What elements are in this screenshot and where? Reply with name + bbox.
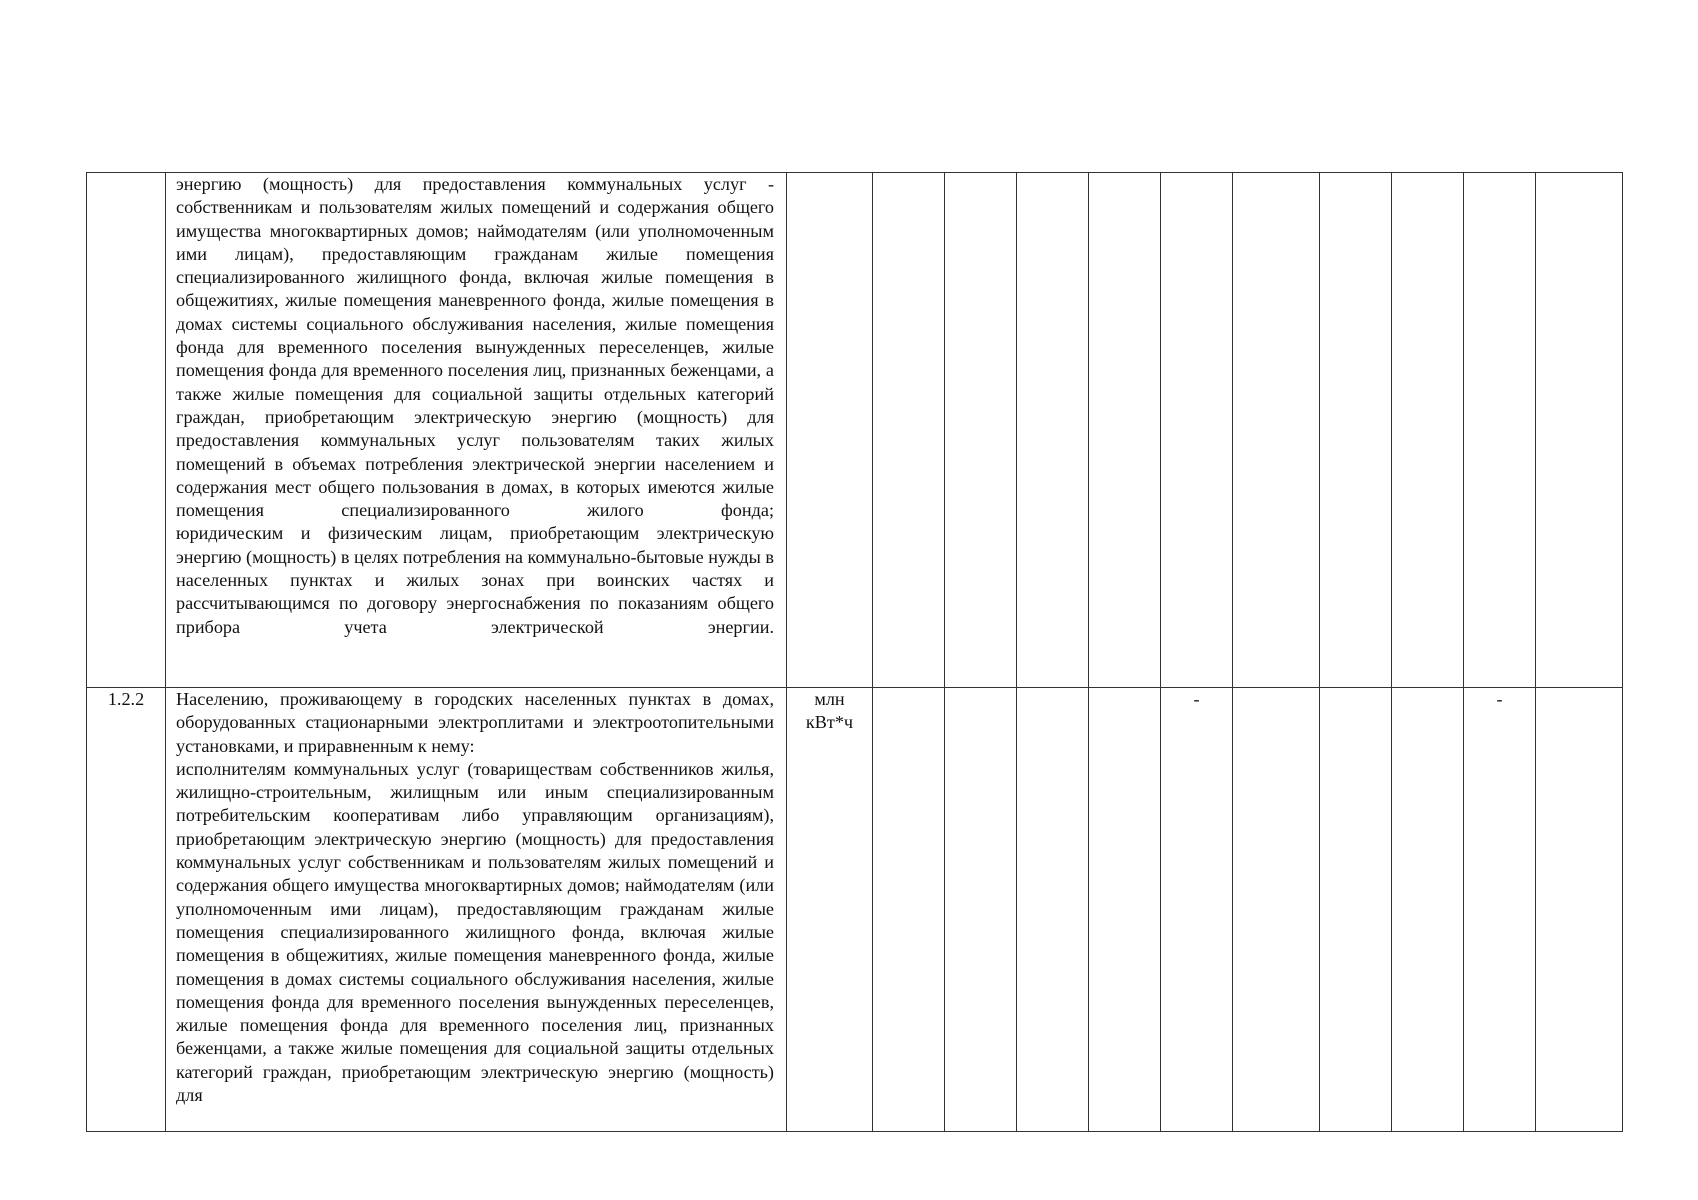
value-cell — [1320, 688, 1392, 1132]
row-description-cell — [166, 688, 787, 1132]
value-cell — [1464, 173, 1536, 688]
row-number-cell — [87, 173, 166, 688]
value-cell — [1017, 688, 1089, 1132]
tariff-table — [86, 172, 1623, 1132]
unit-cell — [787, 173, 873, 688]
value-cell — [945, 688, 1017, 1132]
row-description-cell — [166, 173, 787, 688]
value-cell — [1536, 688, 1623, 1132]
value-cell: - — [1161, 688, 1233, 1132]
description-paragraph: Населению, проживающему в городских населенных пунктах в домах, оборудованных стационарными электроплитами и электроотопительными установками, и приравненным к нему: — [176, 689, 774, 756]
unit-line: млн — [814, 689, 845, 709]
row-number-cell: 1.2.2 — [87, 688, 166, 1132]
value-cell — [1392, 688, 1464, 1132]
table-row — [87, 688, 1623, 1132]
value-cell — [873, 173, 945, 688]
description-paragraph: юридическим и физическим лицам, приобретающим электрическую энергию (мощность) в целях потребления на коммунально-бытовые нужды в населенных пунктах и жилых зонах при воинских частях и рассчитывающимся по договору энергоснабжения по показаниям общего прибора учета электрической энергии. — [176, 523, 774, 637]
value-cell — [1233, 173, 1320, 688]
unit-cell — [787, 688, 873, 1132]
value-cell — [1089, 688, 1161, 1132]
table-row — [87, 173, 1623, 688]
value-cell — [1536, 173, 1623, 688]
description-paragraph: энергию (мощность) для предоставления коммунальных услуг - собственникам и пользователям жилых помещений и содержания общего имущества многоквартирных домов; наймодателям (или уполномоченным ими лицам), предоставляющим гражданам жилые помещения специализированного жилищного фонда, включая жилые помещения в общежитиях, жилые помещения маневренного фонда, жилые помещения в домах системы социального обслуживания населения, жилые помещения фонда для временного поселения вынужденных переселенцев, жилые помещения фонда для временного поселения лиц, признанных беженцами, а также жилые помещения для социальной защиты отдельных категорий граждан, приобретающим электрическую энергию (мощность) для предоставления коммунальных услуг пользователям таких жилых помещений в объемах потребления электрической энергии населением и содержания мест общего пользования в домах, в которых имеются жилые помещения специализированного жилого фонда; — [176, 174, 774, 521]
value-cell — [1233, 688, 1320, 1132]
unit-line: кВт*ч — [805, 712, 854, 733]
value-cell — [1089, 173, 1161, 688]
value-cell — [873, 688, 945, 1132]
value-cell — [945, 173, 1017, 688]
description-paragraph: исполнителям коммунальных услуг (товариществам собственников жилья, жилищно-строительным, жилищным или иным специализированным потребительским кооперативам либо управляющим организациям), приобретающим электрическую энергию (мощность) для предоставления коммунальных услуг собственникам и пользователям жилых помещений и содержания общего имущества многоквартирных домов; наймодателям (или уполномоченным ими лицам), предоставляющим гражданам жилые помещения специализированного жилищного фонда, включая жилые помещения в общежитиях, жилые помещения маневренного фонда, жилые помещения в домах системы социального обслуживания населения, жилые помещения фонда для временного поселения вынужденных переселенцев, жилые помещения фонда для временного поселения лиц, признанных беженцами, а также жилые помещения для социальной защиты отдельных категорий граждан, приобретающим электрическую энергию (мощность) для — [176, 758, 774, 1106]
value-cell — [1017, 173, 1089, 688]
value-cell — [1392, 173, 1464, 688]
value-cell: - — [1464, 688, 1536, 1132]
value-cell — [1161, 173, 1233, 688]
value-cell — [1320, 173, 1392, 688]
